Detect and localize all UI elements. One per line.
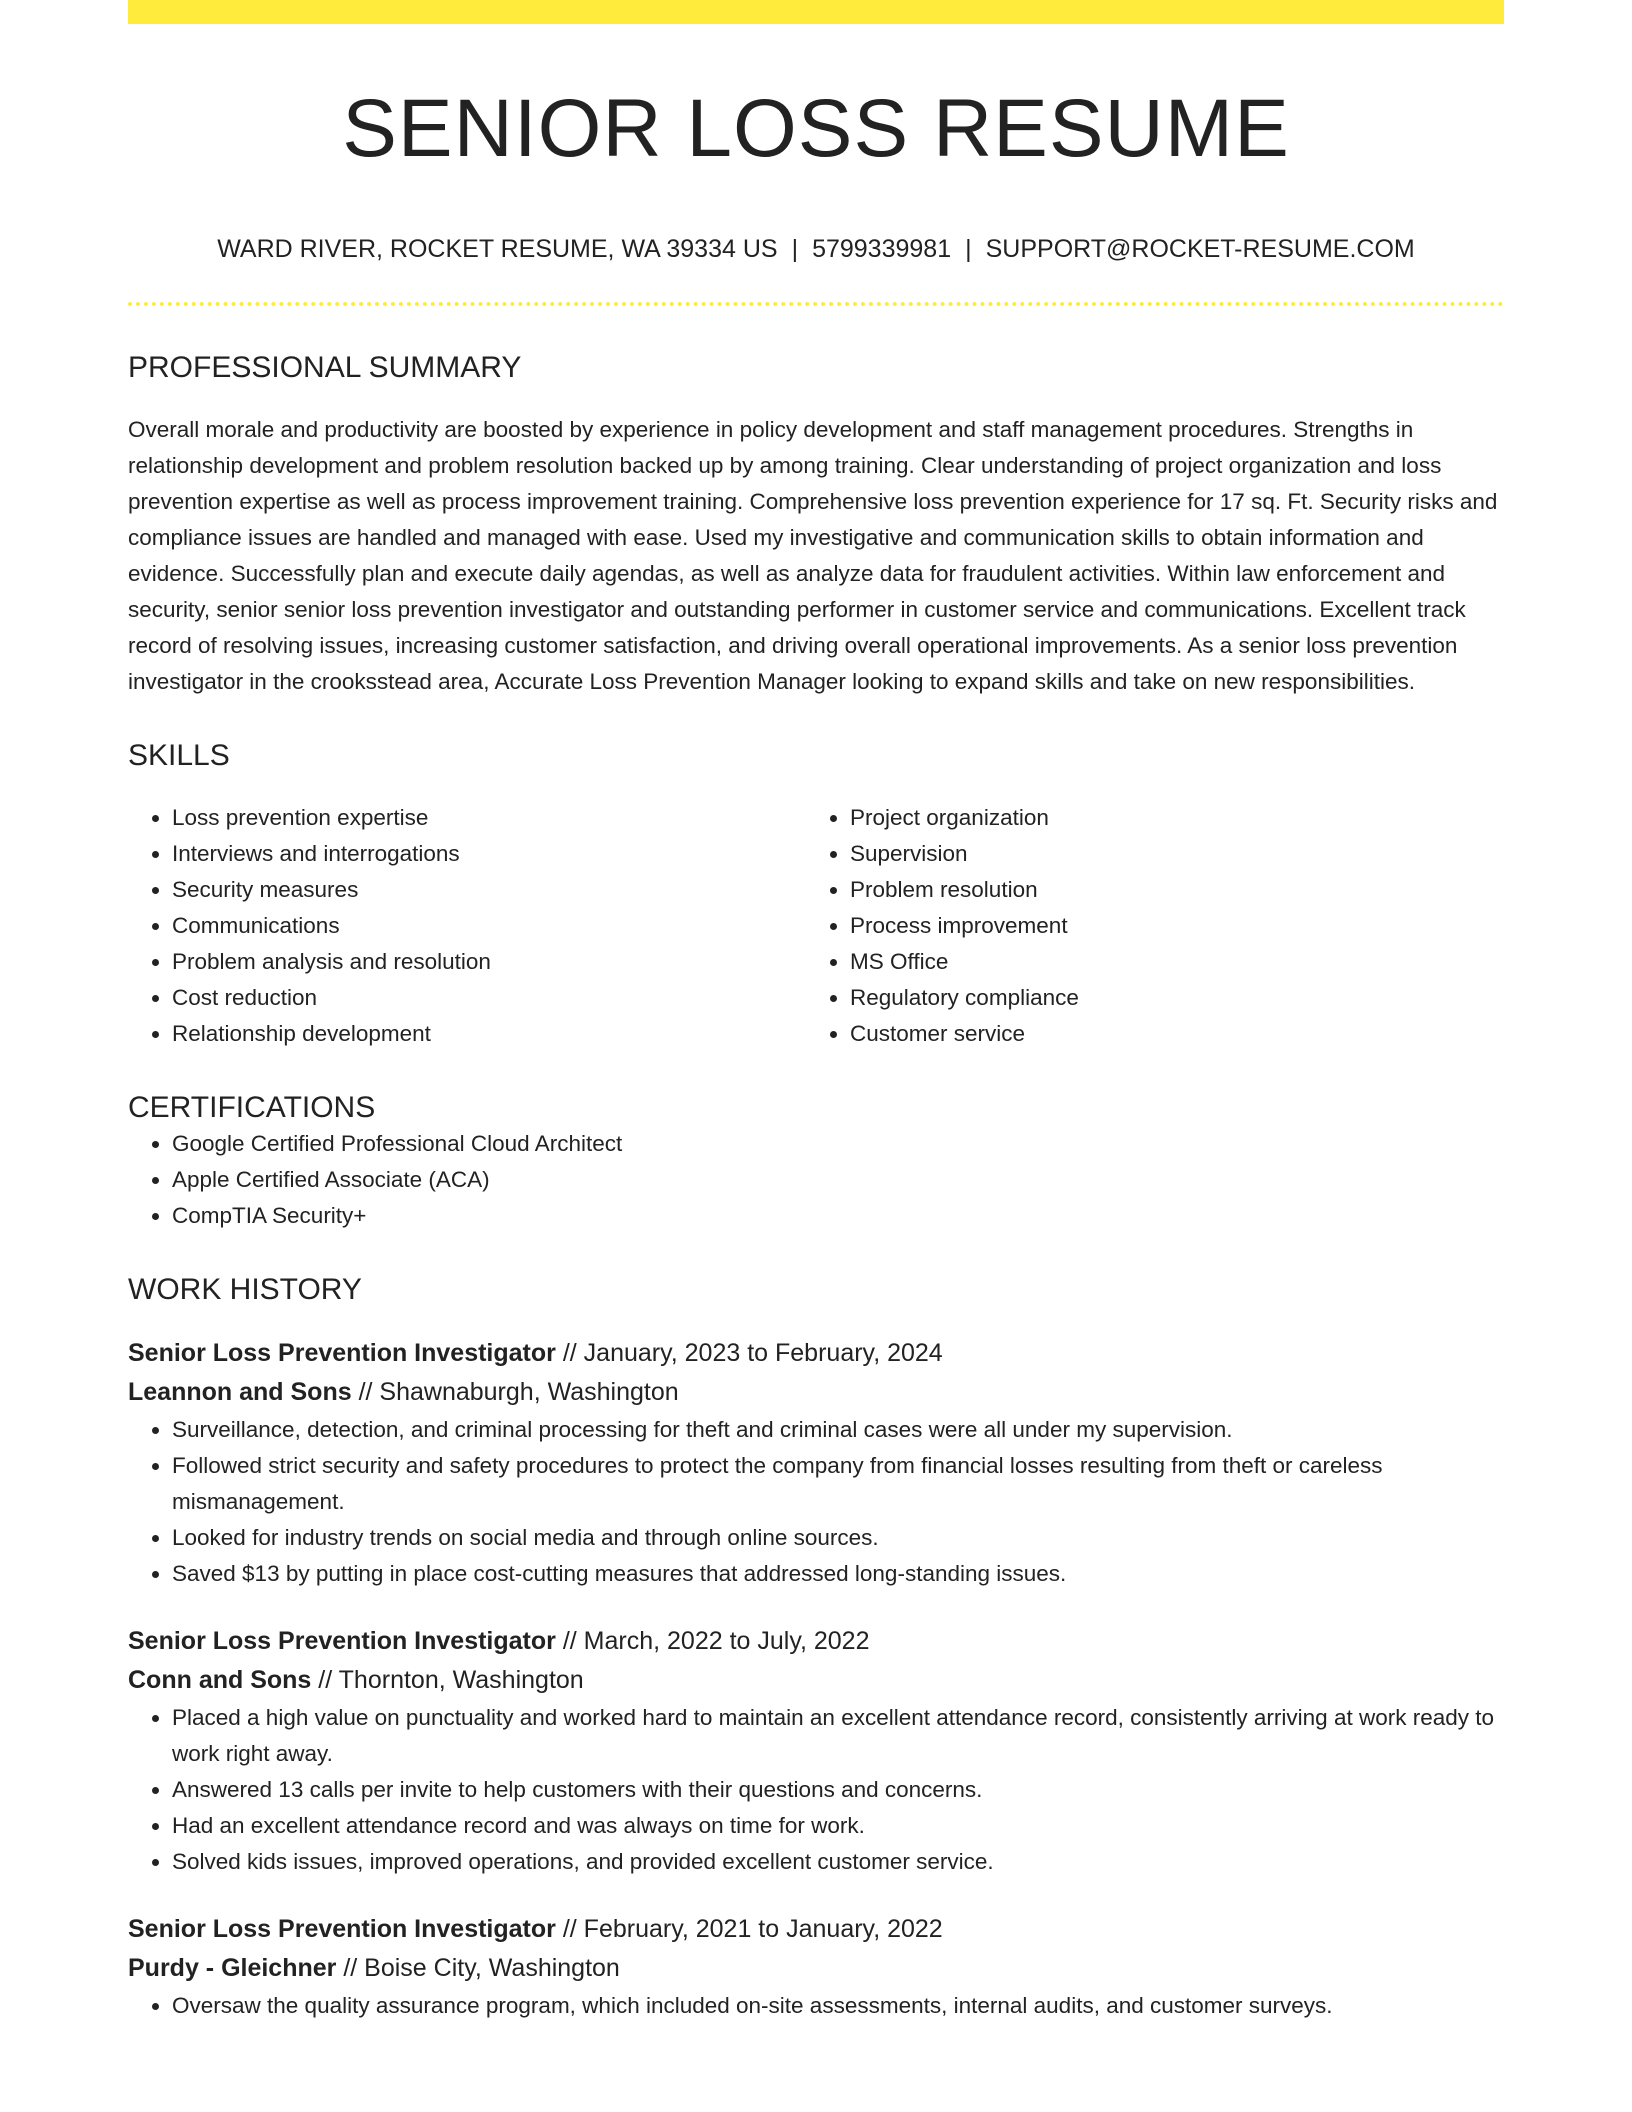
job-entry — [128, 1334, 1504, 1592]
job-title-line — [128, 1622, 1504, 1661]
contact-separator: | — [791, 235, 799, 264]
job-bullet-list — [128, 1988, 1504, 2024]
skill-item: • Problem analysis and resolution — [172, 944, 806, 980]
skill-item: • Relationship development — [172, 1016, 806, 1052]
skill-item: • MS Office — [850, 944, 1484, 980]
job-header — [128, 1334, 1504, 1412]
job-bullet: • Oversaw the quality assurance program, which included on-site assessments, internal audits, and customer surveys. — [172, 1988, 1504, 2024]
skills-columns — [128, 800, 1504, 1052]
job-company-line — [128, 1949, 1504, 1988]
contact-email[interactable]: SUPPORT@ROCKET-RESUME.COM — [985, 235, 1415, 264]
job-company: Leannon and Sons — [128, 1378, 352, 1407]
job-bullet-list — [128, 1412, 1504, 1592]
job-dates: // January, 2023 to February, 2024 — [555, 1339, 943, 1368]
skill-item: • Supervision — [850, 836, 1484, 872]
skills-list-left — [128, 800, 806, 1052]
contact-phone: 5799339981 — [812, 235, 952, 264]
resume-page — [128, 0, 1504, 2024]
certification-item: • Apple Certified Associate (ACA) — [172, 1162, 1504, 1198]
summary-text: Overall morale and productivity are boosted by experience in policy development and staff management procedures. Strengths in relationship development and problem resolution backed up by among training. Clear understanding of project organization and loss prevention expertise as well as process improvement training. Comprehensive loss prevention experience for 17 sq. Ft. Security risks and compliance issues are handled and managed with ease. Used my investigative and communication skills to obtain information and evidence. Successfully plan and execute daily agendas, as well as analyze data for fraudulent activities. Within law enforcement and security, senior senior loss prevention investigator and outstanding performer in customer service and communications. Excellent track record of resolving issues, increasing customer satisfaction, and driving overall operational improvements. As a senior loss prevention investigator in the crooksstead area, Accurate Loss Prevention Manager looking to expand skills and take on new responsibilities. — [128, 417, 1498, 695]
skill-item: • Cost reduction — [172, 980, 806, 1016]
certification-item: • CompTIA Security+ — [172, 1198, 1504, 1234]
skill-item: • Customer service — [850, 1016, 1484, 1052]
skill-item: • Security measures — [172, 872, 806, 908]
certification-item: • Google Certified Professional Cloud Architect — [172, 1126, 1504, 1162]
job-company: Conn and Sons — [128, 1666, 312, 1695]
job-company-line — [128, 1373, 1504, 1412]
certifications-heading: CERTIFICATIONS — [128, 1091, 376, 1125]
skill-item: • Project organization — [850, 800, 1484, 836]
skill-item: • Problem resolution — [850, 872, 1484, 908]
certifications-list — [128, 1126, 1504, 1234]
job-dates: // February, 2021 to January, 2022 — [555, 1915, 943, 1944]
job-company: Purdy - Gleichner — [128, 1954, 337, 1983]
skills-heading: SKILLS — [128, 739, 230, 773]
skill-item: • Process improvement — [850, 908, 1484, 944]
skill-item: • Interviews and interrogations — [172, 836, 806, 872]
summary-heading: PROFESSIONAL SUMMARY — [128, 351, 522, 385]
job-title: Senior Loss Prevention Investigator — [128, 1915, 556, 1944]
job-bullet: • Had an excellent attendance record and was always on time for work. — [172, 1808, 1504, 1844]
skills-list-right — [806, 800, 1484, 1052]
resume-name: SENIOR LOSS RESUME — [342, 83, 1290, 174]
job-title-line — [128, 1334, 1504, 1373]
job-bullet: • Placed a high value on punctuality and worked hard to maintain an excellent attendance record, consistently arriving at work ready to work right away. — [172, 1700, 1504, 1772]
job-company-line — [128, 1661, 1504, 1700]
skills-column-left — [128, 800, 806, 1052]
job-header — [128, 1910, 1504, 1988]
job-bullet-list — [128, 1700, 1504, 1880]
job-title: Senior Loss Prevention Investigator — [128, 1627, 556, 1656]
contact-address: WARD RIVER, ROCKET RESUME, WA 39334 US — [217, 235, 778, 264]
job-bullet: • Surveillance, detection, and criminal processing for theft and criminal cases were all under my supervision. — [172, 1412, 1504, 1448]
contact-separator: | — [965, 235, 972, 264]
job-dates: // March, 2022 to July, 2022 — [555, 1627, 870, 1656]
job-entry — [128, 1622, 1504, 1880]
dotted-divider — [128, 302, 1504, 306]
job-bullet: • Answered 13 calls per invite to help customers with their questions and concerns. — [172, 1772, 1504, 1808]
work-history-heading: WORK HISTORY — [128, 1273, 362, 1307]
job-bullet: • Looked for industry trends on social media and through online sources. — [172, 1520, 1504, 1556]
job-bullet: • Followed strict security and safety procedures to protect the company from financial losses resulting from theft or careless mismanagement. — [172, 1448, 1504, 1520]
skill-item: • Loss prevention expertise — [172, 800, 806, 836]
job-location: // Thornton, Washington — [311, 1666, 584, 1695]
job-bullet: • Solved kids issues, improved operations, and provided excellent customer service. — [172, 1844, 1504, 1880]
contact-line — [128, 234, 1504, 264]
job-title: Senior Loss Prevention Investigator — [128, 1339, 556, 1368]
accent-top-bar — [128, 0, 1504, 24]
job-title-line — [128, 1910, 1504, 1949]
skill-item: • Communications — [172, 908, 806, 944]
job-location: // Boise City, Washington — [336, 1954, 620, 1983]
job-bullet: • Saved $13 by putting in place cost-cutting measures that addressed long-standing issues. — [172, 1556, 1504, 1592]
skill-item: • Regulatory compliance — [850, 980, 1484, 1016]
job-entry — [128, 1910, 1504, 2024]
skills-column-right — [806, 800, 1484, 1052]
job-location: // Shawnaburgh, Washington — [351, 1378, 679, 1407]
job-header — [128, 1622, 1504, 1700]
